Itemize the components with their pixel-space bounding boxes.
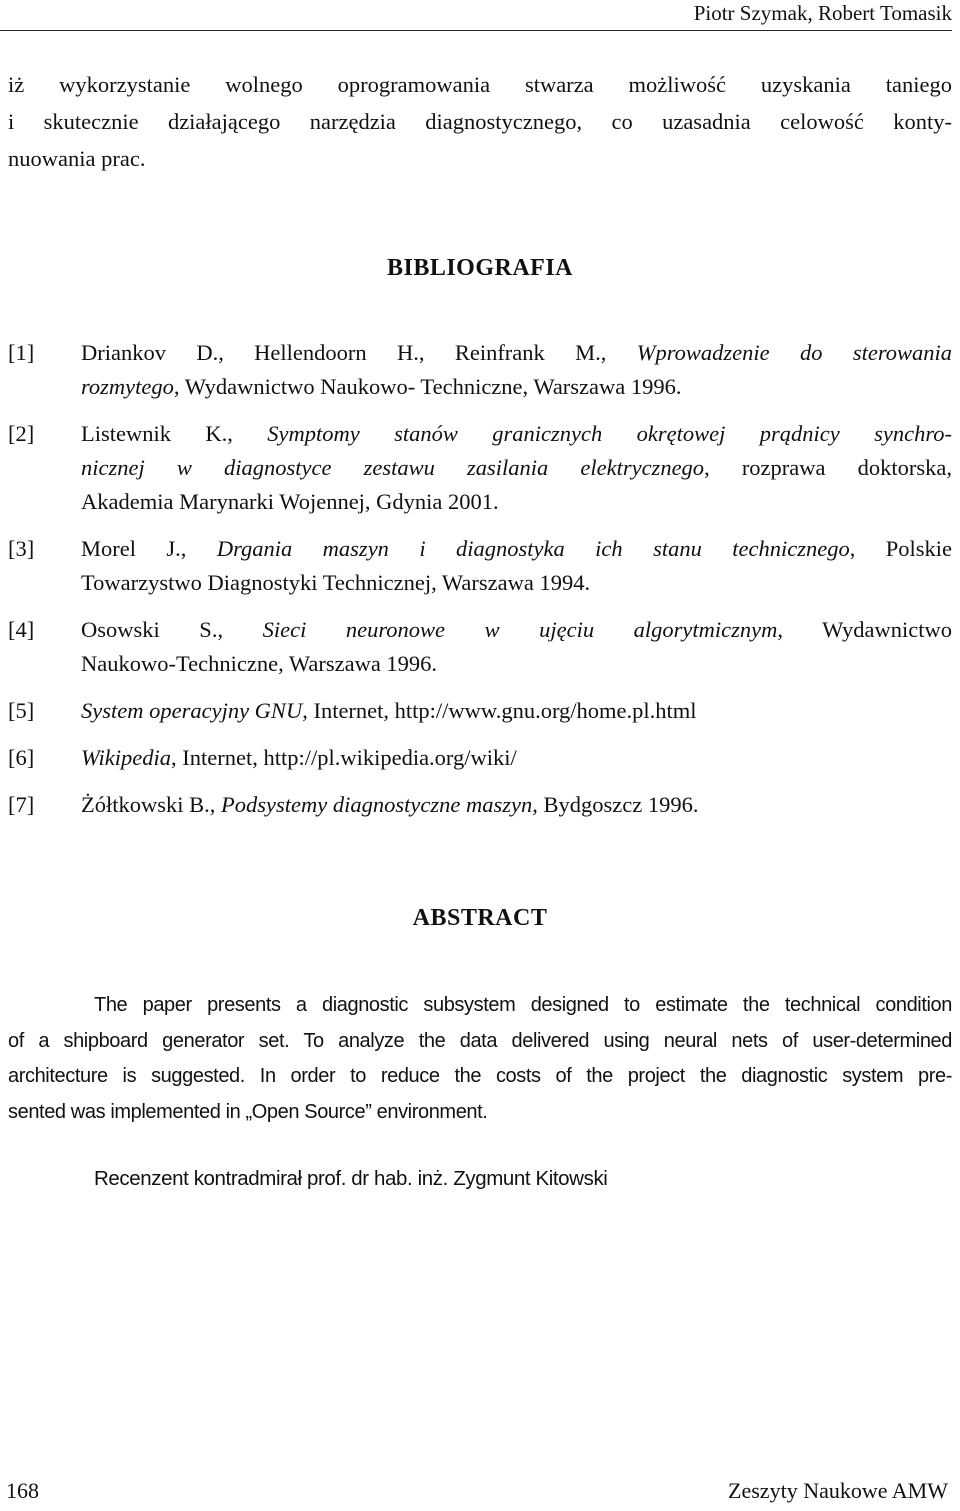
reference-title: nicznej w diagnostyce zestawu zasilania elektrycznego [81, 455, 705, 480]
reference-number: [6] [8, 745, 35, 770]
reference-title: Podsystemy diagnostyczne maszyn [221, 792, 533, 817]
journal-name: Zeszyty Naukowe AMW [728, 1478, 948, 1503]
abstract-line: of a shipboard generator set. To analyze the data delivered using neural nets of user-determined [8, 1029, 952, 1052]
abstract-line: The paper presents a diagnostic subsystem designed to estimate the technical condition [94, 994, 952, 1016]
reference-number: [4] [8, 617, 35, 642]
reference-item [8, 788, 952, 822]
reference-line [81, 788, 952, 822]
reference-authors: Driankov D., Hellendoorn H., Reinfrank M. [81, 340, 601, 365]
reviewer-note: Recenzent kontradmirał prof. dr hab. inż. Zygmunt Kitowski [94, 1167, 608, 1190]
reference-title: Sieci neuronowe w ujęciu algorytmicznym [262, 617, 778, 642]
reference-details: , Internet, http://www.gnu.org/home.pl.html [302, 698, 697, 723]
reference-details: , Wydawnictwo [777, 617, 953, 642]
reference-authors: Osowski S. [81, 617, 218, 642]
reference-number: [5] [8, 698, 35, 723]
reference-item [8, 417, 952, 519]
reference-title: System operacyjny GNU [81, 698, 303, 723]
abstract-line: architecture is suggested. In order to reduce the costs of the project the diagnostic system pre- [8, 1065, 952, 1087]
page-number: 168 [6, 1478, 39, 1503]
reference-details: , Polskie [849, 536, 953, 561]
reference-number: [3] [8, 536, 35, 561]
reference-separator: , [227, 421, 268, 446]
intro-line: iż wykorzystanie wolnego oprogramowania stwarza możliwość uzyskania taniego [8, 72, 952, 97]
reference-details: , Bydgoszcz 1996. [532, 792, 699, 817]
reference-item [8, 532, 952, 600]
abstract-line: sented was implemented in „Open Source” environment. [8, 1100, 488, 1123]
abstract-heading: ABSTRACT [412, 905, 548, 931]
reference-line: Akademia Marynarki Wojennej, Gdynia 2001. [81, 489, 499, 514]
intro-line: nuowania prac. [8, 146, 146, 171]
header-authors: Piotr Szymak, Robert Tomasik [693, 1, 952, 25]
reference-title: Symptomy stanów granicznych okrętowej prądnicy synchro- [267, 421, 952, 446]
intro-paragraph [8, 66, 952, 177]
reference-line [81, 336, 952, 370]
reference-details: , Wydawnictwo Naukowo- Techniczne, Warszawa 1996. [173, 374, 682, 399]
reference-authors: Żółtkowski B. [81, 792, 210, 817]
reference-number: [2] [8, 421, 35, 446]
reference-title: Drgania maszyn i diagnostyka ich stanu technicznego [216, 536, 850, 561]
reference-separator: , [180, 536, 217, 561]
reference-separator: , [209, 792, 222, 817]
reference-title: rozmytego [81, 374, 174, 399]
reference-title: Wprowadzenie do sterowania [636, 340, 952, 365]
reference-line [81, 451, 952, 485]
reference-details: , rozprawa doktorska, [704, 455, 952, 480]
bibliography-heading: BIBLIOGRAFIA [386, 255, 574, 281]
reference-separator: , [217, 617, 263, 642]
reference-title: Wikipedia [81, 745, 171, 770]
reference-authors: Listewnik K. [81, 421, 228, 446]
reference-line [81, 417, 952, 451]
reference-item [8, 613, 952, 681]
reference-line: Towarzystwo Diagnostyki Technicznej, Warszawa 1994. [81, 570, 591, 595]
reference-item [8, 741, 952, 775]
reference-item [8, 336, 952, 404]
reference-line [81, 370, 952, 404]
intro-line: i skutecznie działającego narzędzia diagnostycznego, co uzasadnia celowość konty- [8, 109, 952, 134]
reference-authors: Morel J. [81, 536, 181, 561]
abstract-paragraph [8, 988, 952, 1130]
running-header [0, 0, 952, 31]
reference-item [8, 694, 952, 728]
reference-list [8, 336, 952, 835]
reference-line [81, 694, 952, 728]
reference-line [81, 741, 952, 775]
reference-separator: , [600, 340, 637, 365]
reference-line [81, 532, 952, 566]
reference-number: [1] [8, 340, 35, 365]
reference-line [81, 613, 952, 647]
reference-details: , Internet, http://pl.wikipedia.org/wiki/ [170, 745, 517, 770]
reference-number: [7] [8, 792, 35, 817]
reference-line: Naukowo-Techniczne, Warszawa 1996. [81, 651, 438, 676]
